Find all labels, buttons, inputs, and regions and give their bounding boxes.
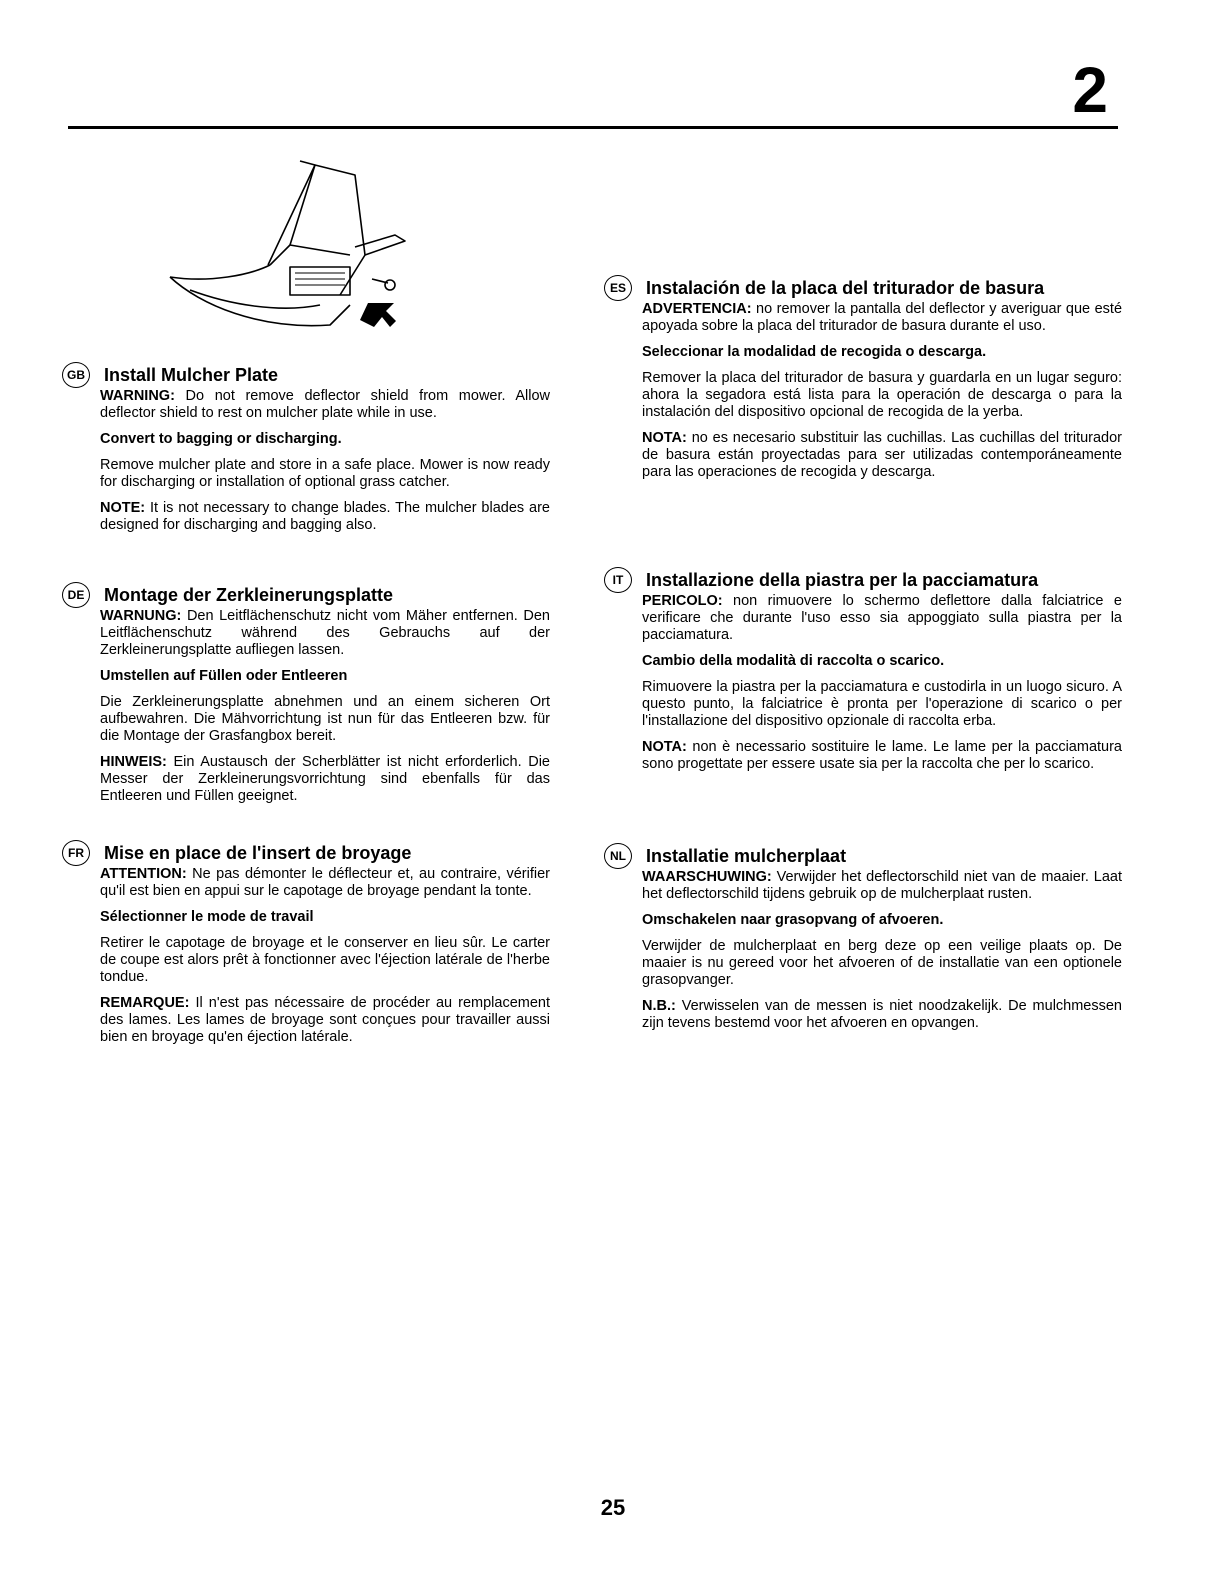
section-de	[67, 582, 550, 814]
section-title: Installatie mulcherplaat	[646, 845, 847, 866]
language-badge-fr: FR	[62, 840, 90, 866]
body-paragraph: Remover la placa del triturador de basura y guardarla en un lugar seguro: ahora la segadora está lista para la operación de descarga o para la instalación del dispositivo opcional de recogida de la yerba.	[642, 370, 1122, 420]
section-title: Montage der Zerkleinerungsplatte	[104, 584, 394, 605]
subheading: Seleccionar la modalidad de recogida o descarga.	[642, 344, 987, 360]
note-paragraph: NOTA: non è necessario sostituire le lame. Le lame per la pacciamatura sono progettate per essere usate sia per la raccolta che per lo scarico.	[642, 739, 1122, 772]
warning-paragraph: WARNING: Do not remove deflector shield from mower. Allow deflector shield to rest on mulcher plate while in use.	[100, 388, 551, 421]
mulcher-plate-illustration	[150, 155, 430, 355]
note-paragraph: N.B.: Verwisselen van de messen is niet noodzakelijk. De mulchmessen zijn tevens bestemd voor het afvoeren en opvangen.	[642, 998, 1122, 1031]
note-paragraph: REMARQUE: Il n'est pas nécessaire de procéder au remplacement des lames. Les lames de broyage sont conçues pour travailler aussi bien en broyage qu'en éjection latérale.	[100, 995, 551, 1045]
language-badge-de: DE	[62, 582, 90, 608]
section-title: Installazione della piastra per la pacciamatura	[646, 569, 1039, 590]
page-number: 25	[600, 1495, 626, 1520]
subheading: Sélectionner le mode de travail	[100, 909, 314, 925]
body-paragraph: Die Zerkleinerungsplatte abnehmen und an einem sicheren Ort aufbewahren. Die Mähvorrichtung ist nun für das Entleeren bzw. für die Montage der Grasfangbox bereit.	[100, 694, 550, 744]
subheading: Omschakelen naar grasopvang of afvoeren.	[642, 912, 944, 928]
language-badge-it: IT	[604, 567, 632, 593]
body-paragraph: Retirer le capotage de broyage et le conserver en lieu sûr. Le carter de coupe est alors prêt à fonctionner avec l'éjection latérale de l'herbe tondue.	[100, 935, 550, 985]
section-it	[612, 567, 1122, 782]
warning-paragraph: WAARSCHUWING: Verwijder het deflectorschild niet van de maaier. Laat het deflectorschild tijdens gebruik op de mulcherplaat rusten.	[642, 869, 1122, 902]
direction-arrow-icon	[360, 303, 396, 327]
section-title: Instalación de la placa del triturador de basura	[646, 277, 1045, 298]
note-paragraph: NOTE: It is not necessary to change blades. The mulcher blades are designed for discharging and bagging also.	[100, 500, 550, 533]
header-rule	[68, 126, 1118, 129]
language-badge-nl: NL	[604, 843, 632, 869]
note-paragraph: NOTA: no es necesario substituir las cuchillas. Las cuchillas del triturador de basura están proyectadas para ser utilizadas contemporáneamente para las operaciones de recogida y descarga.	[642, 430, 1123, 480]
section-gb	[67, 362, 551, 543]
language-badge-es: ES	[604, 275, 632, 301]
body-paragraph: Rimuovere la piastra per la pacciamatura e custodirla in un luogo sicuro. A questo punto, la falciatrice è pronta per l'operazione di scarico o per l'installazione del dispositivo opzionale di raccolta erba.	[642, 679, 1122, 729]
chapter-number: 2	[1072, 54, 1108, 126]
warning-paragraph: ADVERTENCIA: no remover la pantalla del deflector y averiguar que esté apoyada sobre la placa del triturador de basura durante el uso.	[642, 301, 1123, 334]
subheading: Convert to bagging or discharging.	[100, 431, 342, 447]
warning-paragraph: ATTENTION: Ne pas démonter le déflecteur et, au contraire, vérifier qu'il est bien en appui sur le capotage de broyage pendant la tonte.	[100, 866, 550, 899]
section-title: Mise en place de l'insert de broyage	[104, 842, 412, 863]
warning-paragraph: PERICOLO: non rimuovere lo schermo deflettore dalla falciatrice e verificare che durante l'uso esso sia appoggiato sulla piastra per la pacciamatura.	[642, 593, 1122, 643]
section-es	[609, 275, 1123, 490]
body-paragraph: Verwijder de mulcherplaat en berg deze op een veilige plaats op. De maaier is nu gereed voor het afvoeren of de installatie van een optionele grasopvanger.	[642, 938, 1122, 988]
subheading: Umstellen auf Füllen oder Entleeren	[100, 668, 348, 684]
language-badge-gb: GB	[62, 362, 90, 388]
section-nl	[612, 843, 1122, 1041]
section-fr	[70, 840, 550, 1055]
body-paragraph: Remove mulcher plate and store in a safe place. Mower is now ready for discharging or installation of optional grass catcher.	[100, 457, 550, 490]
note-paragraph: HINWEIS: Ein Austausch der Scherblätter ist nicht erforderlich. Die Messer der Zerkleinerungsvorrichtung sind ebenfalls für das Entleeren und Füllen geeignet.	[100, 754, 550, 804]
warning-paragraph: WARNUNG: Den Leitflächenschutz nicht vom Mäher entfernen. Den Leitflächenschutz während des Gebrauchs auf der Zerkleinerungsplatte aufliegen lassen.	[100, 608, 550, 658]
subheading: Cambio della modalità di raccolta o scarico.	[642, 653, 945, 669]
section-title: Install Mulcher Plate	[104, 364, 279, 385]
